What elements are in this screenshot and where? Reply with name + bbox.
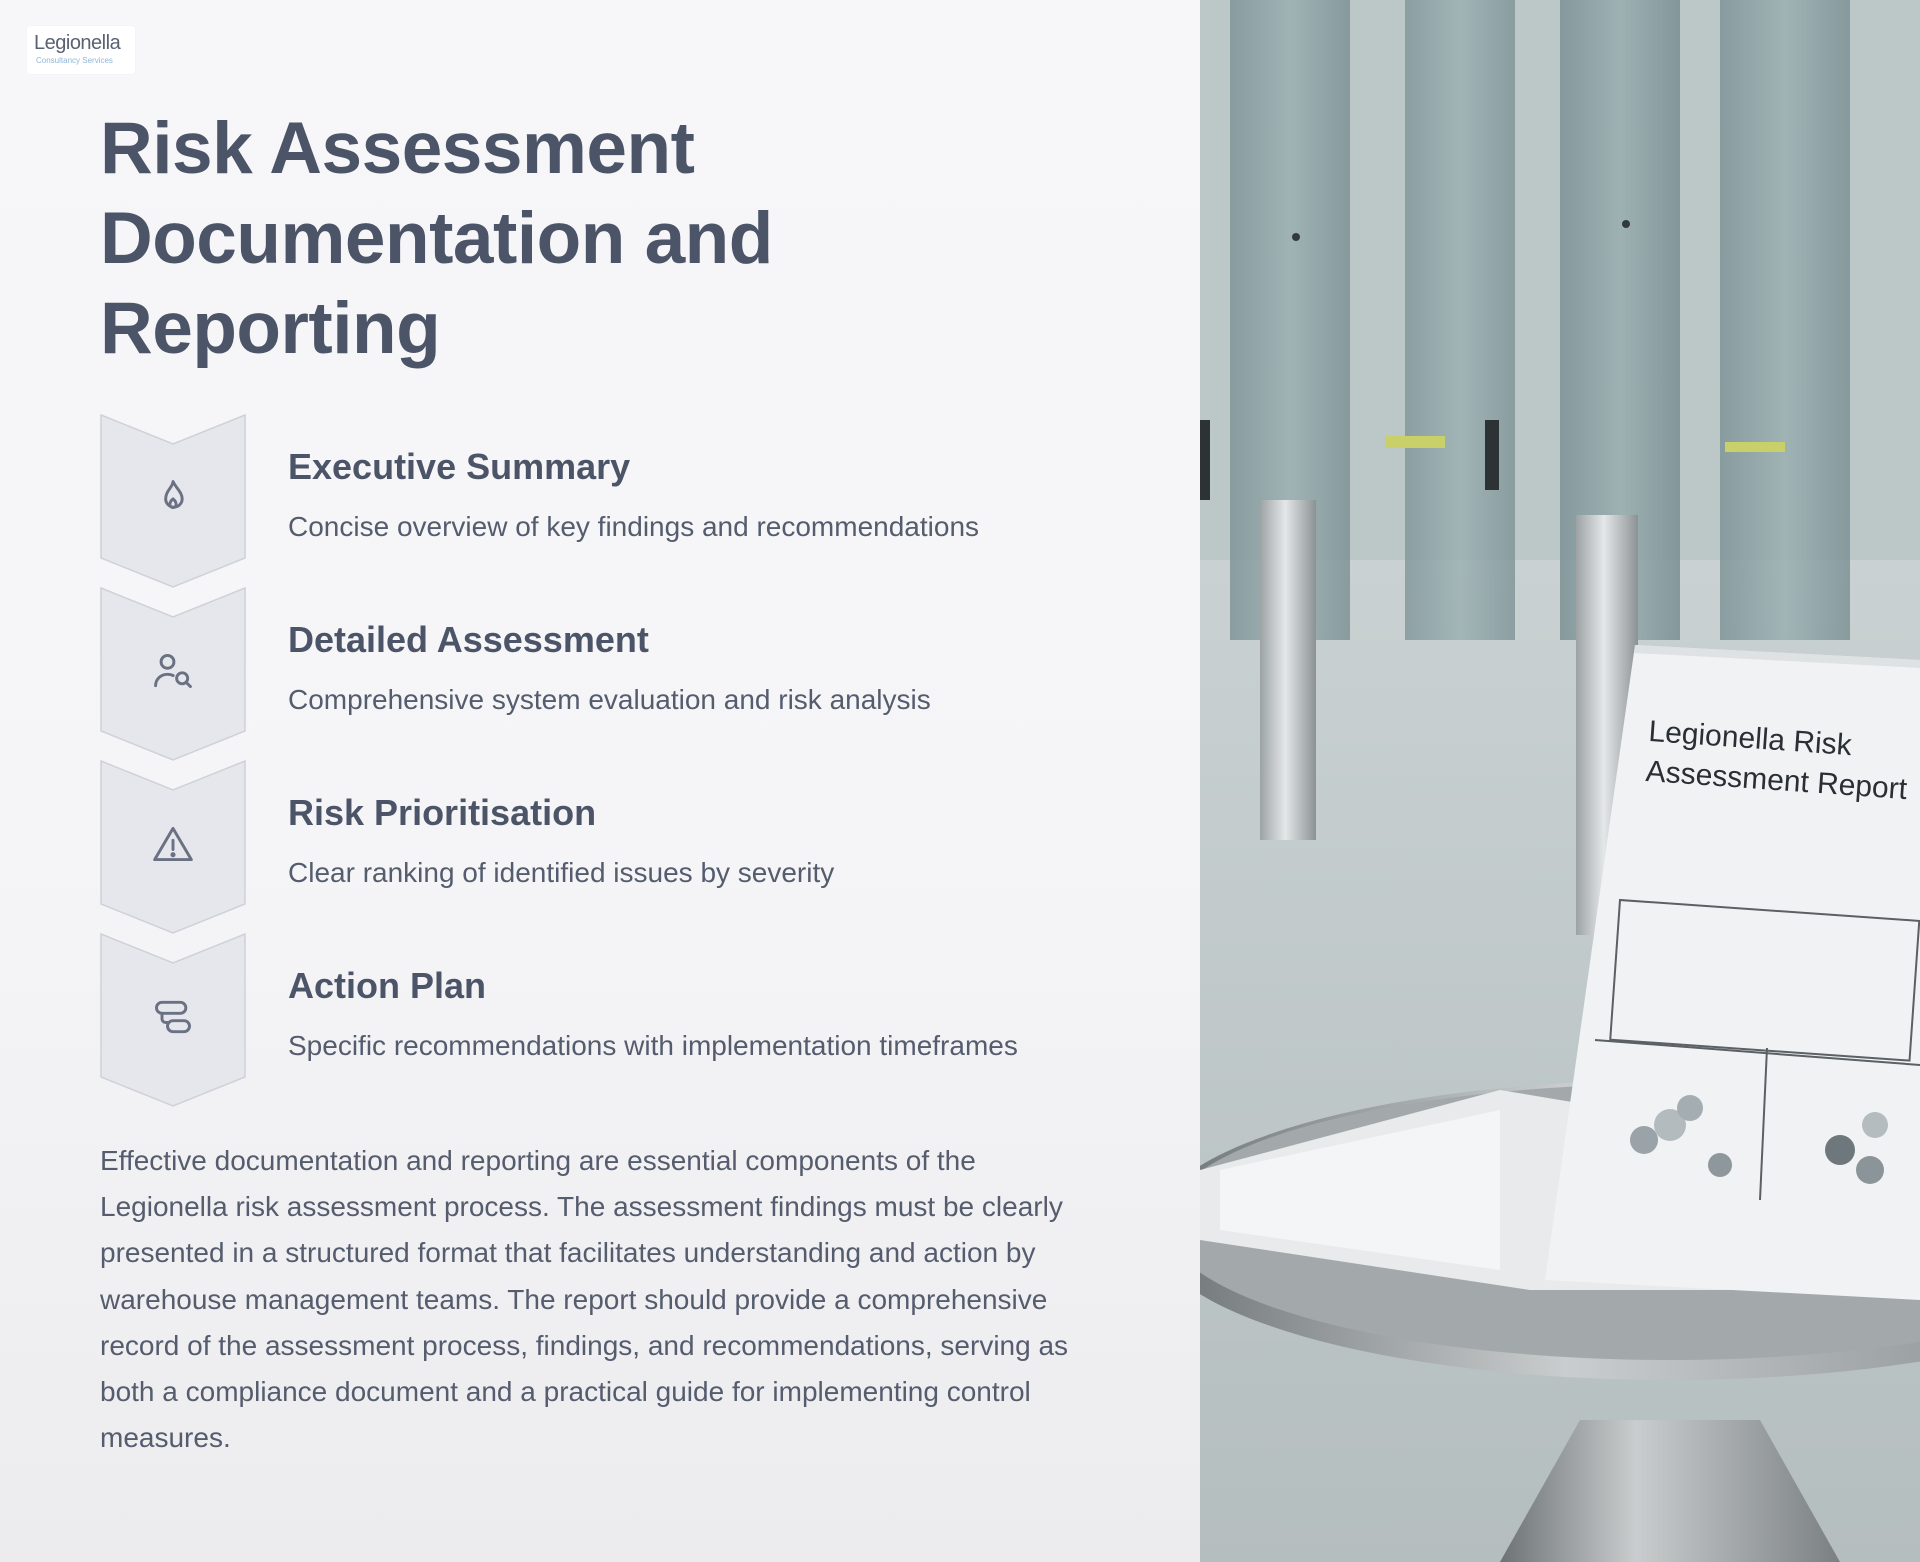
step-description: Specific recommendations with implementation timeframes — [288, 1030, 1018, 1061]
body-paragraph: Effective documentation and reporting are essential components of the Legionella risk assessment process. The assessment findings must be clearly presented in a structured format that facilitates understanding and action by warehouse management teams. The report should provide a comprehensive record of the assessment process, findings, and recommendations, serving as both a compliance document and a practical guide for implementing control measures. — [100, 1145, 1069, 1454]
step-title: Executive Summary — [288, 446, 631, 487]
report-title-line1: Legionella Risk — [1647, 714, 1853, 763]
logo — [27, 26, 135, 74]
logo-subtitle: Consultancy Services — [36, 56, 113, 65]
step-action-plan — [100, 931, 1100, 1104]
report-title-line2: Assessment Report — [1644, 754, 1909, 807]
step-title: Action Plan — [288, 965, 487, 1006]
page-title: Risk Assessment Documentation and Reporting — [100, 108, 773, 369]
step-title: Risk Prioritisation — [288, 792, 597, 833]
step-risk-prioritisation — [100, 758, 1100, 931]
flame-icon — [151, 476, 195, 520]
step-executive-summary — [100, 412, 1100, 585]
process-steps — [100, 412, 1100, 1104]
step-description: Clear ranking of identified issues by severity — [288, 857, 835, 888]
user-search-icon — [151, 649, 195, 693]
logo-name: Legionella — [34, 32, 121, 54]
action-plan-icon — [151, 995, 195, 1039]
step-detailed-assessment — [100, 585, 1100, 758]
step-description: Comprehensive system evaluation and risk analysis — [288, 684, 931, 715]
step-description: Concise overview of key findings and recommendations — [288, 511, 980, 542]
step-title: Detailed Assessment — [288, 619, 649, 660]
warning-triangle-icon — [151, 822, 195, 866]
